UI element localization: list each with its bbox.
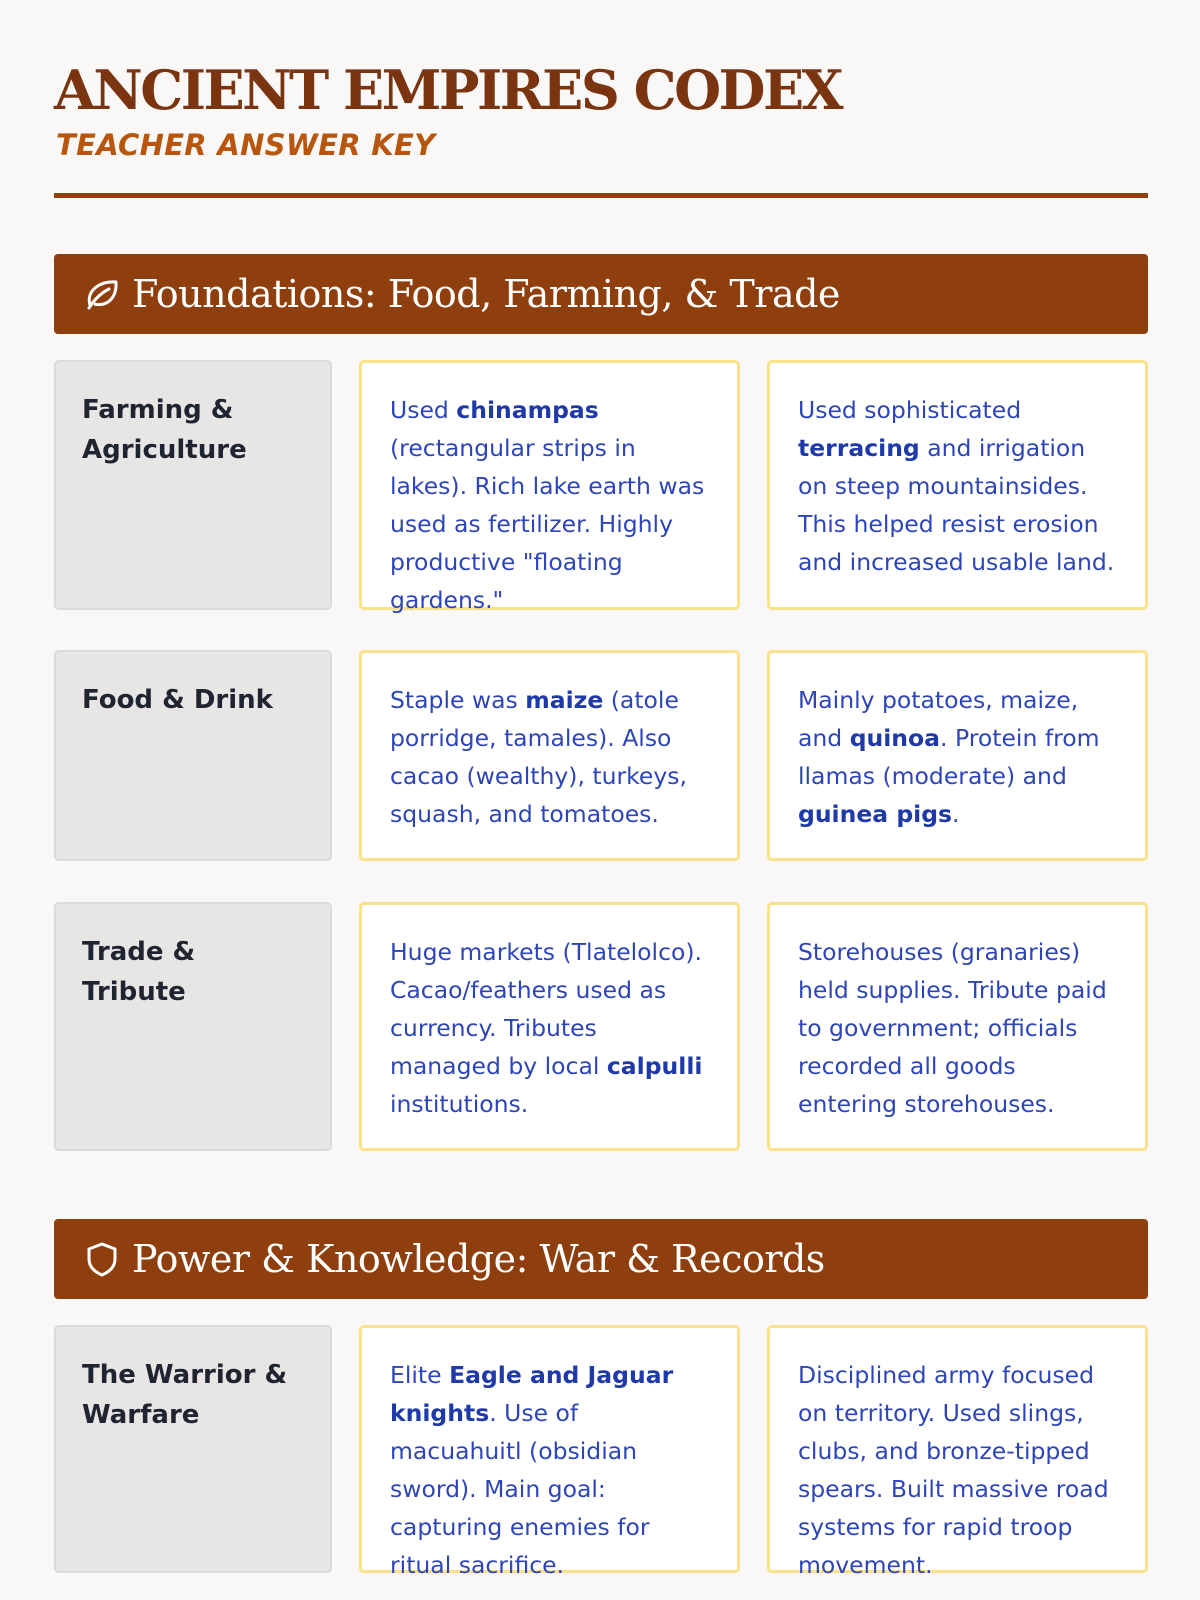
answer-text: institutions. bbox=[390, 1090, 529, 1118]
answer-cell bbox=[767, 1325, 1148, 1579]
answer-text: . Use of macuahuitl (obsidian sword). Main goal: capturing enemies for ritual sacrifice. bbox=[390, 1399, 650, 1579]
row-label-trade bbox=[54, 902, 332, 1151]
answer-cell bbox=[767, 360, 1148, 610]
answer-text: Huge markets (Tlatelolco). Cacao/feathers used as currency. Tributes managed by local bbox=[390, 938, 703, 1080]
section-header-power bbox=[54, 1219, 1148, 1299]
row-label-food bbox=[54, 650, 332, 861]
row-label-warfare bbox=[54, 1325, 332, 1573]
answer-cell bbox=[359, 360, 740, 614]
shield-icon bbox=[82, 1239, 122, 1279]
page-subtitle: TEACHER ANSWER KEY bbox=[56, 128, 436, 162]
answer-text: Mainly potatoes, maize, and bbox=[798, 686, 1079, 752]
leaf-icon bbox=[82, 274, 122, 314]
section-header-foundations bbox=[54, 254, 1148, 334]
answer-keyword: chinampas bbox=[456, 396, 599, 424]
answer-text: Disciplined army focused on territory. Used slings, clubs, and bronze-tipped spears. Built massive road systems for rapid troop movement. bbox=[798, 1361, 1109, 1579]
answer-keyword: quinoa bbox=[849, 724, 941, 752]
answer-text: . Protein from llamas (moderate) and bbox=[798, 724, 1100, 790]
answer-cell bbox=[359, 902, 740, 1151]
answer-keyword: guinea pigs bbox=[798, 800, 953, 828]
answer-keyword: terracing bbox=[798, 434, 920, 462]
answer-keyword: Eagle and Jaguar knights bbox=[390, 1361, 674, 1427]
answer-text: (atole porridge, tamales). Also cacao (wealthy), turkeys, squash, and tomatoes. bbox=[390, 686, 688, 828]
page-title: ANCIENT EMPIRES CODEX bbox=[54, 58, 842, 122]
row-label-text: Farming & Agriculture bbox=[82, 395, 247, 465]
row-label-text: The Warrior & Warfare bbox=[82, 1360, 288, 1430]
answer-text: Storehouses (granaries) held supplies. Tribute paid to government; officials recorded all goods entering storehouses. bbox=[798, 938, 1107, 1118]
answer-text: (rectangular strips in lakes). Rich lake earth was used as fertilizer. Highly productive "floating gardens." bbox=[390, 434, 705, 614]
answer-cell bbox=[359, 1325, 740, 1579]
answer-text: Staple was bbox=[390, 686, 526, 714]
row-label-farming bbox=[54, 360, 332, 610]
answer-cell bbox=[767, 902, 1148, 1151]
section-title: Power & Knowledge: War & Records bbox=[132, 1237, 825, 1281]
answer-text: and irrigation on steep mountainsides. This helped resist erosion and increased usable land. bbox=[798, 434, 1115, 576]
answer-keyword: calpulli bbox=[606, 1052, 703, 1080]
answer-text: Elite bbox=[390, 1361, 450, 1389]
answer-text: Used bbox=[390, 396, 457, 424]
header-divider bbox=[54, 193, 1148, 198]
answer-keyword: maize bbox=[525, 686, 604, 714]
answer-cell bbox=[359, 650, 740, 861]
answer-text: . bbox=[952, 800, 960, 828]
answer-text: Used sophisticated bbox=[798, 396, 1022, 424]
answer-cell bbox=[767, 650, 1148, 861]
section-title: Foundations: Food, Farming, & Trade bbox=[132, 272, 840, 316]
row-label-text: Trade & Tribute bbox=[82, 937, 196, 1007]
row-label-text: Food & Drink bbox=[82, 685, 273, 715]
